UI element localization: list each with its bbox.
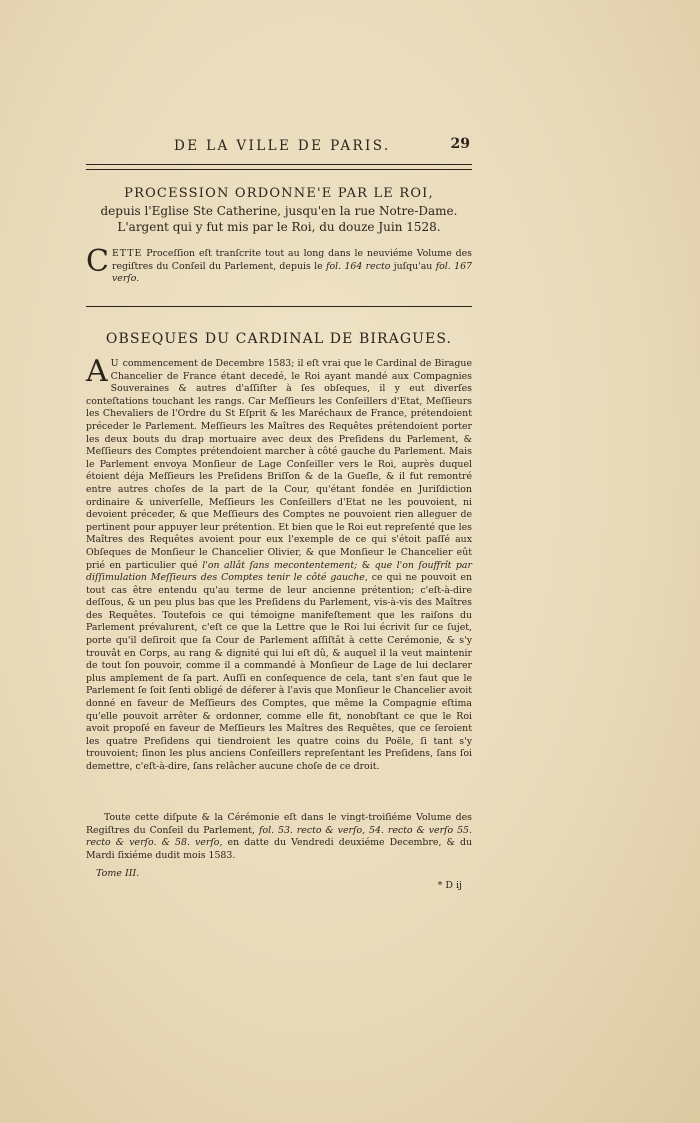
dropcap: A bbox=[86, 354, 108, 389]
page-number: 29 bbox=[450, 136, 470, 152]
section2-title: OBSEQUES DU CARDINAL DE BIRAGUES. bbox=[105, 331, 453, 347]
volume-label: Tome III. bbox=[96, 868, 140, 879]
running-title: DE LA VILLE DE PARIS. bbox=[174, 138, 391, 154]
running-head bbox=[86, 128, 472, 154]
section1-paragraph: CETTE Proceſſion eſt tranſcrite tout au long dans le neuviéme Volume des regiſtres du Conſeil du Parlement, depuis le fol. 164 recto juſqu'au fol. 167 verſo. bbox=[86, 244, 473, 285]
section-divider bbox=[86, 306, 472, 307]
section1-title: PROCESSION ORDONNE'E PAR LE ROI, bbox=[124, 186, 434, 201]
section2-paragraph-1: A U commencement de Decembre 1583; il eſt vrai que le Cardinal de Birague Chancelier de France étant decedé, le Roi ayant mandé aux Compagnies Souveraines & autres d'aſſiſter à ſes obſeques, il y eut diverſes conteſtations touchant les rangs. Car Meſſieurs les Conſeillers d'Etat, Meſſieurs les Chevaliers de l'Ordre du St Eſprit & les Maréchaux de France, prétendoient préceder le Parlement. Meſſieurs les Maîtres des Requêtes prétendoient porter les deux bouts du drap mortuaire avec deux des Preſidens du Parlement, & Meſſieurs des Comptes prétendoient marcher à côté gauche du Parlement. Mais le Parlement envoya Monſieur de Lage Conſeiller vers le Roi, auprès duquel étoient déja Meſſieurs les Preſidens Briſſon & de la Gueſle, & il fut remontré entre autres choſes de la part de la Cour, qu'étant fondée en Juriſdiction ordinaire & univerſelle, Meſſieurs les Conſeillers d'Etat ne les pouvoient, ni devoient préceder, & que Meſſieurs des Comptes ne pouvoient rien alleguer de pertinent pour appuyer leur prétention. Et bien que le Roi eut repreſenté que les Maîtres des Requêtes avoient pour eux l'exemple de ce qui s'étoit paſſé aux Obſeques de Monſieur le Chancelier Olivier, & que Monſieur le Chancelier eût prié en particulier qué l'on allât ſans mecontentement; & que l'on ſouffrît par diſſimulation Meſſieurs des Comptes tenir le côté gauche, ce qui ne pouvoit en tout cas être entendu qu'au terme de leur ancienne prétention; c'eſt-à-dire deſſous, & un peu plus bas que les Preſidens du Parlement, vis-à-vis des Maîtres des Requêtes. Toutefois ce qui témoigne manifeſtement que les raiſons du Parlement prévalurent, c'eſt ce que la Lettre que le Roi lui écrivit ſur ce ſujet, porte qu'il deſiroit que ſa Cour de Parlement aſſiſtât à cette Cerémonie, & s'y trouvât en Corps, au rang & dignité qui lui eſt dû, & auquel il la veut maintenir de tout ſon pouvoir, comme il a commandé à Monſieur de Lage de lui declarer plus amplement de ſa part. Auſſi en conſequence de cela, tant s'en faut que le Parlement ſe ſoit ſenti obligé de déferer à l'avis que Monſieur le Chancelier avoit donné en faveur de Meſſieurs des Comptes, que même la Compagnie eſtima qu'elle pouvoit arrêter & ordonner, comme elle fit, nonobſtant ce que le Roi avoit propoſé en faveur de Meſſieurs les Maîtres des Requêtes, que ce ſeroient les quatre Preſidens qui tiendroient les quatre coins du Poële, ſi tant s'y trouvoient; ſinon les plus anciens Conſeillers repreſentant les Preſidens, ſans ſoi demettre, c'eſt-à-dire, ſans relâcher aucune choſe de ce droit. bbox=[86, 354, 472, 772]
section1-subtitle-1: depuis l'Eglise Ste Catherine, jusqu'en la rue Notre-Dame. bbox=[100, 204, 458, 218]
header-rule bbox=[86, 164, 472, 170]
book-page bbox=[86, 128, 473, 891]
section2-paragraph-2: Toute cette diſpute & la Cérémonie eſt dans le vingt-troiſiéme Volume des Regiſtres du Conſeil du Parlement, fol. 53. recto & verſo, 54. recto & verſo 55. recto & verſo. & 58. verſo, en datte du Vendredi deuxiéme Decembre, & du Mardi ſixiéme dudit mois 1583. bbox=[86, 812, 473, 861]
dropcap: C bbox=[86, 244, 109, 279]
section1-subtitle-2: L'argent qui y fut mis par le Roi, du douze Juin 1528. bbox=[117, 220, 441, 234]
signature-mark: * D ij bbox=[437, 880, 462, 891]
